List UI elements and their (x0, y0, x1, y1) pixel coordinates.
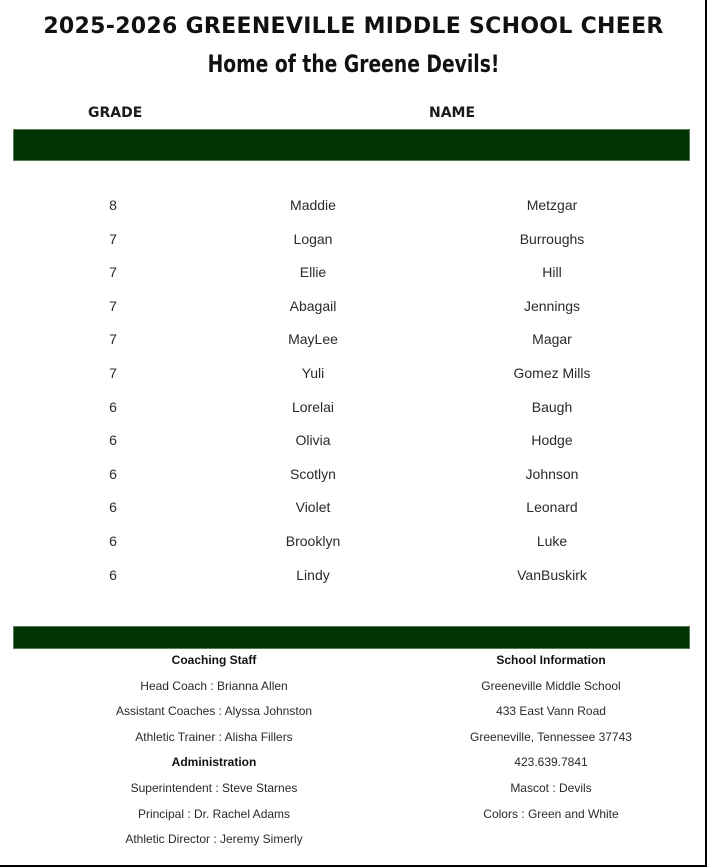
first-name-cell: Abagail (289, 297, 337, 314)
first-name-cell: Lorelai (291, 398, 335, 415)
column-header-name: NAME (429, 105, 476, 121)
school-name: Greeneville Middle School (481, 678, 621, 693)
first-name-cell: MayLee (288, 331, 338, 348)
assistant-coaches: Assistant Coaches : Alyssa Johnston (115, 704, 313, 719)
athletic-director: Athletic Director : Jeremy Simerly (125, 832, 303, 847)
first-name-cell: Ellie (299, 264, 327, 281)
last-name-cell: Gomez Mills (513, 364, 591, 381)
footer-divider-bar (13, 626, 690, 649)
first-name-cell: Maddie (290, 197, 336, 213)
page-subtitle: Home of the Greene Devils! (207, 50, 500, 78)
roster-row (0, 295, 707, 329)
school-city: Greeneville, Tennessee 37743 (470, 729, 632, 744)
roster-row (0, 530, 707, 564)
last-name-cell: Jennings (523, 297, 581, 314)
roster-row (0, 429, 707, 463)
last-name-cell: Hodge (531, 432, 573, 449)
grade-cell: 6 (109, 499, 117, 516)
roster-row (0, 396, 707, 430)
grade-cell: 7 (109, 297, 117, 314)
first-name-cell: Brooklyn (285, 532, 341, 549)
grade-cell: 6 (109, 432, 117, 449)
roster-row (0, 362, 707, 396)
roster-table (0, 194, 707, 597)
grade-cell: 7 (109, 331, 117, 348)
school-colors: Colors : Green and White (483, 806, 619, 821)
last-name-cell: Hill (542, 264, 562, 281)
last-name-cell: Luke (536, 532, 568, 549)
school-info-section (401, 652, 701, 831)
grade-cell: 6 (109, 465, 117, 482)
grade-cell: 8 (109, 197, 117, 213)
last-name-cell: Metzgar (526, 197, 578, 213)
roster-row (0, 496, 707, 530)
grade-cell: 7 (109, 264, 117, 281)
roster-row (0, 194, 707, 228)
principal: Principal : Dr. Rachel Adams (137, 806, 291, 821)
header-divider-bar (13, 129, 690, 161)
roster-row (0, 463, 707, 497)
last-name-cell: Leonard (526, 499, 578, 516)
school-mascot: Mascot : Devils (510, 780, 592, 795)
school-info-heading: School Information (496, 653, 606, 667)
school-phone: 423.639.7841 (514, 755, 588, 770)
superintendent: Superintendent : Steve Starnes (130, 780, 298, 795)
grade-cell: 6 (109, 398, 117, 415)
last-name-cell: Baugh (531, 398, 573, 415)
first-name-cell: Logan (293, 230, 333, 247)
coaching-staff-heading: Coaching Staff (171, 653, 257, 667)
last-name-cell: VanBuskirk (517, 566, 587, 583)
last-name-cell: Burroughs (519, 230, 585, 247)
last-name-cell: Magar (532, 331, 572, 348)
staff-section (64, 652, 364, 857)
athletic-trainer: Athletic Trainer : Alisha Fillers (135, 729, 293, 744)
first-name-cell: Scotlyn (290, 465, 336, 482)
grade-cell: 7 (109, 364, 117, 381)
roster-row (0, 228, 707, 262)
grade-cell: 7 (109, 230, 117, 247)
administration-heading: Administration (171, 755, 257, 770)
grade-cell: 6 (109, 532, 117, 549)
grade-cell: 6 (109, 566, 117, 583)
roster-row (0, 328, 707, 362)
head-coach: Head Coach : Brianna Allen (140, 678, 288, 693)
first-name-cell: Yuli (301, 364, 325, 381)
roster-row (0, 261, 707, 295)
first-name-cell: Olivia (295, 432, 331, 449)
roster-row (0, 564, 707, 598)
last-name-cell: Johnson (525, 465, 579, 482)
first-name-cell: Lindy (296, 566, 330, 583)
column-header-grade: GRADE (88, 105, 143, 121)
school-street: 433 East Vann Road (496, 704, 606, 719)
first-name-cell: Violet (295, 499, 331, 516)
page-title: 2025-2026 GREENEVILLE MIDDLE SCHOOL CHEER (43, 14, 664, 39)
